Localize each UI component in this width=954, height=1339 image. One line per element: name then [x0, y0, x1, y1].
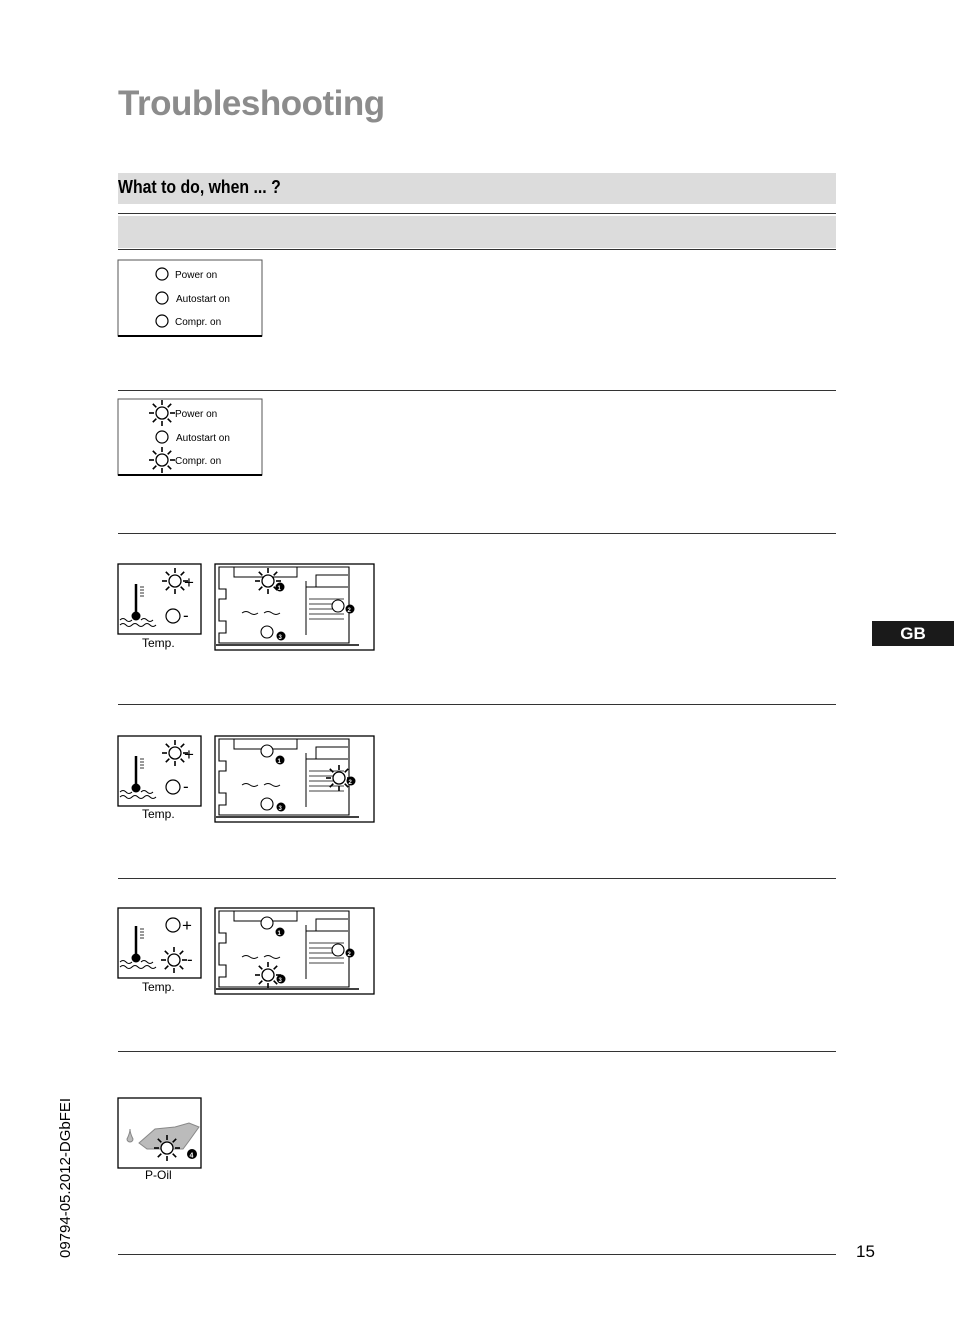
temperature-indicator-low — [117, 907, 203, 997]
divider — [118, 1254, 836, 1255]
document-number: 09794-05.2012-DGbFEI — [57, 1097, 74, 1258]
power-label: Power on — [175, 409, 218, 420]
power-lamp-lit-icon — [149, 400, 175, 426]
minus-sign: - — [183, 606, 189, 625]
divider — [118, 249, 836, 250]
autostart-lamp-icon — [156, 292, 168, 304]
temp-label: Temp. — [142, 980, 175, 994]
table-header-bar — [118, 216, 836, 248]
plus-sign: + — [182, 916, 192, 935]
sensor-1-icon — [261, 917, 273, 929]
svg-text:2: 2 — [347, 952, 351, 958]
svg-text:2: 2 — [348, 780, 352, 786]
language-tab: GB — [872, 621, 954, 646]
compressor-lamp-lit-icon — [149, 447, 175, 473]
autostart-label: Autostart on — [176, 433, 230, 444]
divider — [118, 1051, 836, 1052]
high-temp-lamp-icon — [166, 918, 180, 932]
sensor-3-lit-icon — [255, 962, 281, 988]
svg-text:3: 3 — [278, 978, 282, 984]
low-temp-lamp-lit-icon — [161, 947, 187, 973]
autostart-label: Autostart on — [176, 294, 230, 305]
low-temp-lamp-icon — [166, 609, 180, 623]
divider — [118, 390, 836, 391]
divider — [118, 704, 836, 705]
tank-diagram-sensor-2-lit — [214, 735, 376, 825]
minus-sign: - — [183, 777, 189, 796]
power-label: Power on — [175, 270, 218, 281]
svg-text:2: 2 — [347, 608, 351, 614]
divider — [118, 213, 836, 214]
power-lamp-icon — [156, 268, 168, 280]
sensor-2-icon — [332, 600, 344, 612]
temp-label: Temp. — [142, 807, 175, 821]
svg-text:3: 3 — [278, 806, 282, 812]
plus-sign: + — [184, 573, 194, 592]
compr-label: Compr. on — [175, 456, 222, 467]
section-heading-bar — [118, 173, 836, 204]
tank-diagram-sensor-3-lit — [214, 907, 376, 997]
compr-label: Compr. on — [175, 317, 222, 328]
indicator-panel-power-compr-on — [117, 398, 263, 478]
oil-label: P-Oil — [145, 1168, 172, 1182]
compressor-lamp-icon — [156, 315, 168, 327]
page-title: Troubleshooting — [118, 84, 385, 123]
indicator-panel-all-off — [117, 259, 263, 339]
svg-text:3: 3 — [278, 635, 282, 641]
sensor-3-icon — [261, 798, 273, 810]
sensor-2-icon — [332, 944, 344, 956]
temperature-indicator-high — [117, 735, 203, 825]
tank-diagram-sensor-1-lit — [214, 563, 376, 653]
plus-sign: + — [184, 745, 194, 764]
page-number: 15 — [856, 1242, 875, 1261]
svg-text:4: 4 — [189, 1152, 194, 1160]
sensor-1-icon — [261, 745, 273, 757]
oil-pressure-indicator-lit — [117, 1097, 203, 1183]
temperature-indicator-high — [117, 563, 203, 653]
minus-sign: - — [187, 950, 193, 969]
svg-text:1: 1 — [277, 931, 281, 937]
svg-text:1: 1 — [277, 586, 281, 592]
sensor-3-icon — [261, 626, 273, 638]
section-heading: What to do, when ... ? — [118, 177, 281, 197]
autostart-lamp-icon — [156, 431, 168, 443]
oil-pressure-lamp-lit-icon — [154, 1135, 180, 1161]
low-temp-lamp-icon — [166, 780, 180, 794]
temp-label: Temp. — [142, 636, 175, 650]
svg-text:1: 1 — [277, 759, 281, 765]
divider — [118, 533, 836, 534]
divider — [118, 878, 836, 879]
